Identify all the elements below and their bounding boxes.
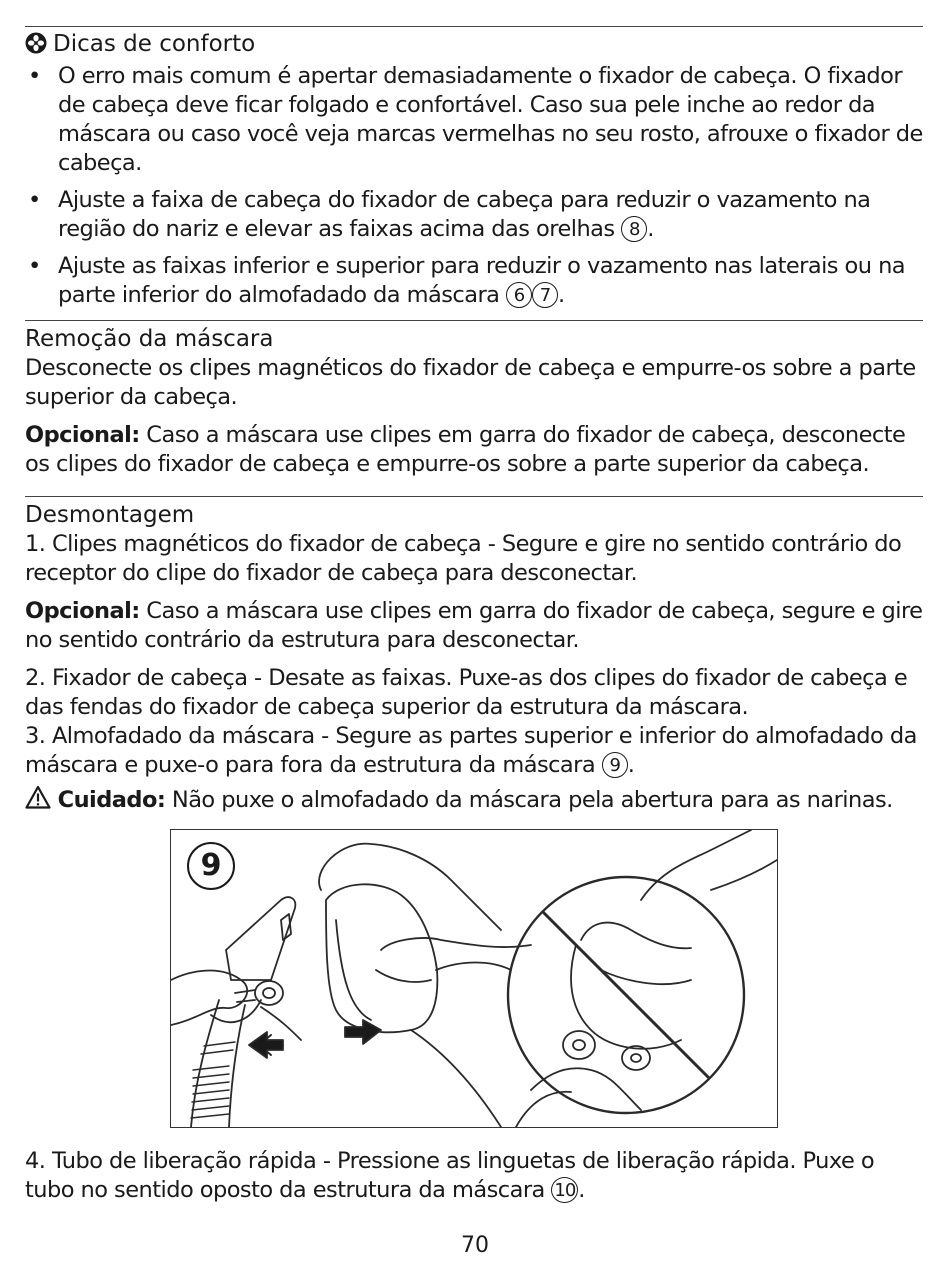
figure-ref-badge: 10 xyxy=(551,1177,578,1203)
mask-removal-heading: Remoção da máscara xyxy=(25,326,274,352)
mask-disassembly-illustration xyxy=(171,830,777,1127)
warning-triangle-icon xyxy=(25,787,58,813)
caution-note xyxy=(25,785,923,815)
optional-label: Opcional: xyxy=(25,598,140,624)
optional-label: Opcional: xyxy=(25,422,140,448)
bullet-text: Ajuste as faixas inferior e superior para reduzir o vazamento nas laterais ou na parte inferior do almofadado da máscara xyxy=(58,253,906,308)
comfort-tips-title: Dicas de conforto xyxy=(53,31,256,57)
divider xyxy=(25,320,923,321)
disassembly-step-2: 2. Fixador de cabeça - Desate as faixas. Puxe-as dos clipes do fixador de cabeça e das fendas do fixador de cabeça superior da estrutura da máscara. xyxy=(25,665,908,720)
disassembly-step-3: 3. Almofadado da máscara - Segure as partes superior e inferior do almofadado da máscara e puxe-o para fora da estrutura da máscara 9 . xyxy=(25,723,917,778)
figure-ref-badge: 6 xyxy=(506,282,532,308)
divider xyxy=(25,26,923,27)
figure-ref-badge: 9 xyxy=(602,752,628,778)
bullet-text: Ajuste a faixa de cabeça do fixador de cabeça para reduzir o vazamento na região do nariz e elevar as faixas acima das orelhas xyxy=(58,187,871,242)
caution-text: Não puxe o almofadado da máscara pela abertura para as narinas. xyxy=(165,787,893,813)
caution-label: Cuidado: xyxy=(57,787,166,813)
disassembly-optional xyxy=(25,597,923,655)
list-item: • Ajuste as faixas inferior e superior para reduzir o vazamento nas laterais ou na parte inferior do almofadado da máscara 6 7 . xyxy=(28,253,906,308)
optional-text: Caso a máscara use clipes em garra do fixador de cabeça, segure e gire no sentido contrário da estrutura para desconectar. xyxy=(25,598,923,653)
comfort-tips-icon xyxy=(25,32,47,61)
disassembly-step-1: 1. Clipes magnéticos do fixador de cabeça - Segure e gire no sentido contrário do receptor do clipe do fixador de cabeça para desconectar. xyxy=(25,531,902,586)
list-item: • Ajuste a faixa de cabeça do fixador de cabeça para reduzir o vazamento na região do nariz e elevar as faixas acima das orelhas 8 . xyxy=(28,187,871,242)
page-content-bottom xyxy=(25,1147,923,1205)
page-number: 70 xyxy=(461,1233,489,1258)
page-content xyxy=(25,0,923,815)
illustration-figure xyxy=(170,829,778,1128)
disassembly-heading: Desmontagem xyxy=(25,502,195,528)
divider xyxy=(25,496,923,497)
list-item: • O erro mais comum é apertar demasiadamente o fixador de cabeça. O fixador de cabeça deve ficar folgado e confortável. Caso sua pele inche ao redor da máscara ou caso você veja marcas vermelhas no seu rosto, afrouxe o fixador de cabeça. xyxy=(28,63,923,176)
figure-ref-badge: 8 xyxy=(621,216,647,242)
mask-removal-optional xyxy=(25,421,923,479)
comfort-tips-heading xyxy=(25,30,923,61)
figure-ref-badge: 7 xyxy=(532,282,558,308)
figure-number-badge: 9 xyxy=(187,842,235,890)
comfort-tips-list xyxy=(25,62,923,310)
bullet-text: O erro mais comum é apertar demasiadamente o fixador de cabeça. O fixador de cabeça deve ficar folgado e confortável. Caso sua pele inche ao redor da máscara ou caso você veja marcas vermelhas no seu rosto, afrouxe o fixador de cabeça. xyxy=(58,63,923,176)
mask-removal-text: Desconecte os clipes magnéticos do fixador de cabeça e empurre-os sobre a parte superior da cabeça. xyxy=(25,355,916,410)
disassembly-step-4: 4. Tubo de liberação rápida - Pressione as linguetas de liberação rápida. Puxe o tubo no sentido oposto da estrutura da máscara 10 . xyxy=(25,1148,875,1203)
optional-text: Caso a máscara use clipes em garra do fixador de cabeça, desconecte os clipes do fixador de cabeça e empurre-os sobre a parte superior da cabeça. xyxy=(25,422,906,477)
